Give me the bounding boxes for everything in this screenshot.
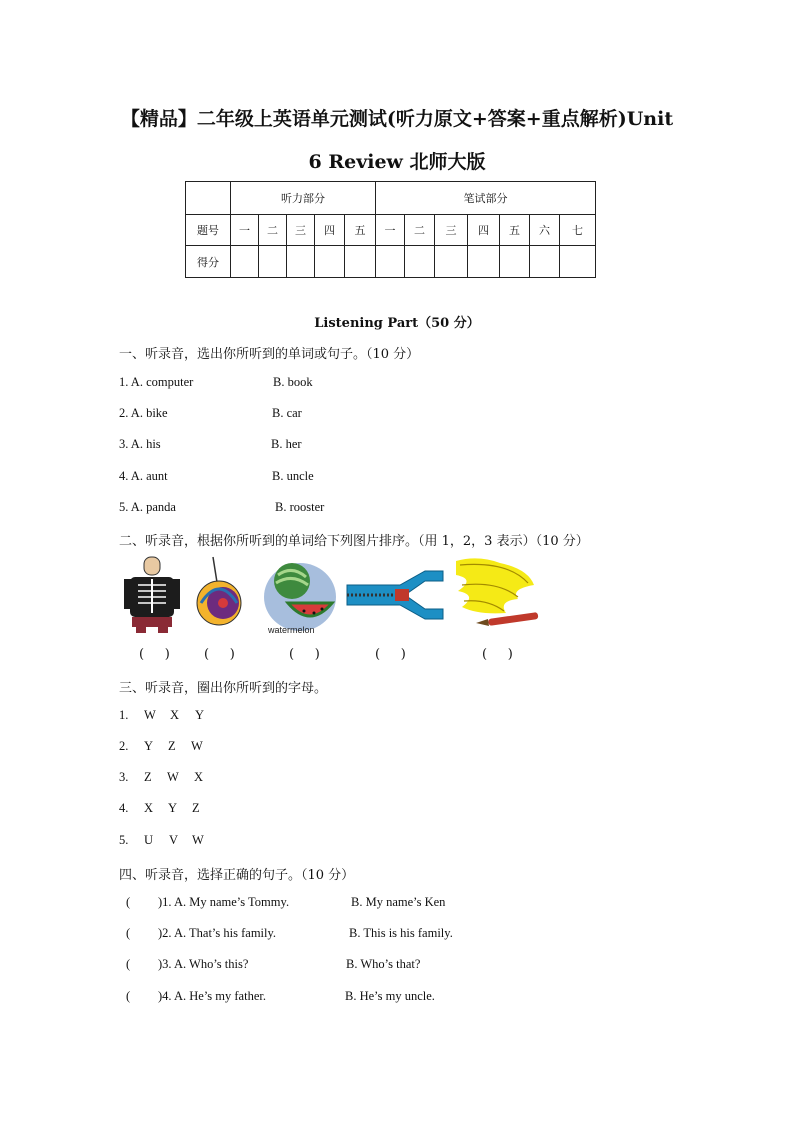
letter-option[interactable]: Z (144, 770, 152, 784)
letter-option[interactable]: Z (192, 801, 200, 815)
section1-title: 一、听录音，选出你所听到的单词或句子。（10 分） (119, 347, 420, 362)
score-table-corner (186, 182, 231, 215)
option-b: B. This is his family. (349, 926, 453, 940)
option-b: B. My name’s Ken (351, 895, 446, 909)
question-number: 四 (468, 215, 500, 246)
letter-option[interactable]: Y (144, 739, 154, 753)
question-number: 五 (500, 215, 530, 246)
option-a: 5. A. panda (119, 500, 176, 514)
score-cell[interactable] (287, 246, 315, 278)
option-a: 2. A. bike (119, 406, 168, 420)
letter-option[interactable]: U (144, 833, 154, 847)
section4-title: 四、听录音，选择正确的句子。（10 分） (119, 868, 355, 883)
option-b: B. He’s my uncle. (345, 989, 435, 1003)
letter-option[interactable]: W (192, 833, 204, 847)
score-cell[interactable] (468, 246, 500, 278)
answer-paren[interactable]: ( (126, 926, 131, 940)
score-cell[interactable] (530, 246, 560, 278)
question-number: 一 (231, 215, 259, 246)
option-a: )3. A. Who’s this? (158, 957, 249, 971)
letter-option[interactable]: W (167, 770, 179, 784)
score-cell[interactable] (376, 246, 405, 278)
score-cell[interactable] (405, 246, 435, 278)
skeleton-picture (122, 555, 182, 635)
option-b: B. book (273, 375, 313, 389)
listening-part-heading: Listening Part（50 分） (314, 316, 480, 331)
watermelon-caption: watermelon (268, 625, 315, 635)
letter-option[interactable]: X (144, 801, 154, 815)
letter-option[interactable]: X (194, 770, 204, 784)
order-bracket[interactable]: ( ) (375, 647, 406, 662)
score-cell[interactable] (345, 246, 376, 278)
order-bracket[interactable]: ( ) (204, 647, 235, 662)
option-a: 1. A. computer (119, 375, 194, 389)
option-b: B. her (271, 437, 302, 451)
order-bracket[interactable]: ( ) (289, 647, 320, 662)
letter-option[interactable]: V (169, 833, 179, 847)
watermelon-picture (262, 555, 342, 635)
option-b: B. uncle (272, 469, 314, 483)
option-b: B. car (272, 406, 302, 420)
item-number: 1. (119, 708, 129, 722)
option-a: )2. A. That’s his family. (158, 926, 277, 940)
row-label-score: 得分 (186, 246, 231, 278)
listening-header: 听力部分 (231, 182, 376, 215)
letter-option[interactable]: X (170, 708, 180, 722)
order-bracket[interactable]: ( ) (139, 647, 170, 662)
row-label-number: 题号 (186, 215, 231, 246)
answer-paren[interactable]: ( (126, 989, 131, 1003)
option-a: )4. A. He’s my father. (158, 989, 266, 1003)
option-a: 4. A. aunt (119, 469, 168, 483)
score-cell[interactable] (315, 246, 345, 278)
score-cell[interactable] (259, 246, 287, 278)
question-number: 七 (560, 215, 596, 246)
score-cell[interactable] (500, 246, 530, 278)
paint-brush-picture (448, 555, 543, 635)
written-header: 笔试部分 (376, 182, 596, 215)
letter-option[interactable]: Y (195, 708, 205, 722)
question-number: 五 (345, 215, 376, 246)
option-b: B. rooster (275, 500, 325, 514)
order-bracket[interactable]: ( ) (482, 647, 513, 662)
item-number: 2. (119, 739, 129, 753)
item-number: 5. (119, 833, 129, 847)
score-cell[interactable] (435, 246, 468, 278)
item-number: 4. (119, 801, 129, 815)
question-number: 二 (405, 215, 435, 246)
score-cell[interactable] (231, 246, 259, 278)
document-title-line1: 【精品】二年级上英语单元测试(听力原文+答案+重点解析)Unit (120, 108, 674, 130)
section3-title: 三、听录音，圈出你所听到的字母。 (119, 681, 328, 696)
section2-title: 二、听录音，根据你所听到的单词给下列图片排序。（用 1，2，3 表示）（10 分） (119, 534, 589, 549)
score-cell[interactable] (560, 246, 596, 278)
score-table (185, 181, 596, 278)
letter-option[interactable]: W (144, 708, 156, 722)
question-number: 二 (259, 215, 287, 246)
question-number: 一 (376, 215, 405, 246)
document-title-line2: 6 Review 北师大版 (308, 151, 486, 173)
option-a: )1. A. My name’s Tommy. (158, 895, 290, 909)
letter-option[interactable]: Y (168, 801, 178, 815)
answer-paren[interactable]: ( (126, 957, 131, 971)
question-number: 三 (435, 215, 468, 246)
question-number: 六 (530, 215, 560, 246)
zipper-picture (345, 555, 445, 635)
letter-option[interactable]: W (191, 739, 203, 753)
letter-option[interactable]: Z (168, 739, 176, 753)
item-number: 3. (119, 770, 129, 784)
yoyo-picture (193, 555, 248, 635)
option-a: 3. A. his (119, 437, 161, 451)
question-number: 四 (315, 215, 345, 246)
option-b: B. Who’s that? (346, 957, 421, 971)
answer-paren[interactable]: ( (126, 895, 131, 909)
question-number: 三 (287, 215, 315, 246)
